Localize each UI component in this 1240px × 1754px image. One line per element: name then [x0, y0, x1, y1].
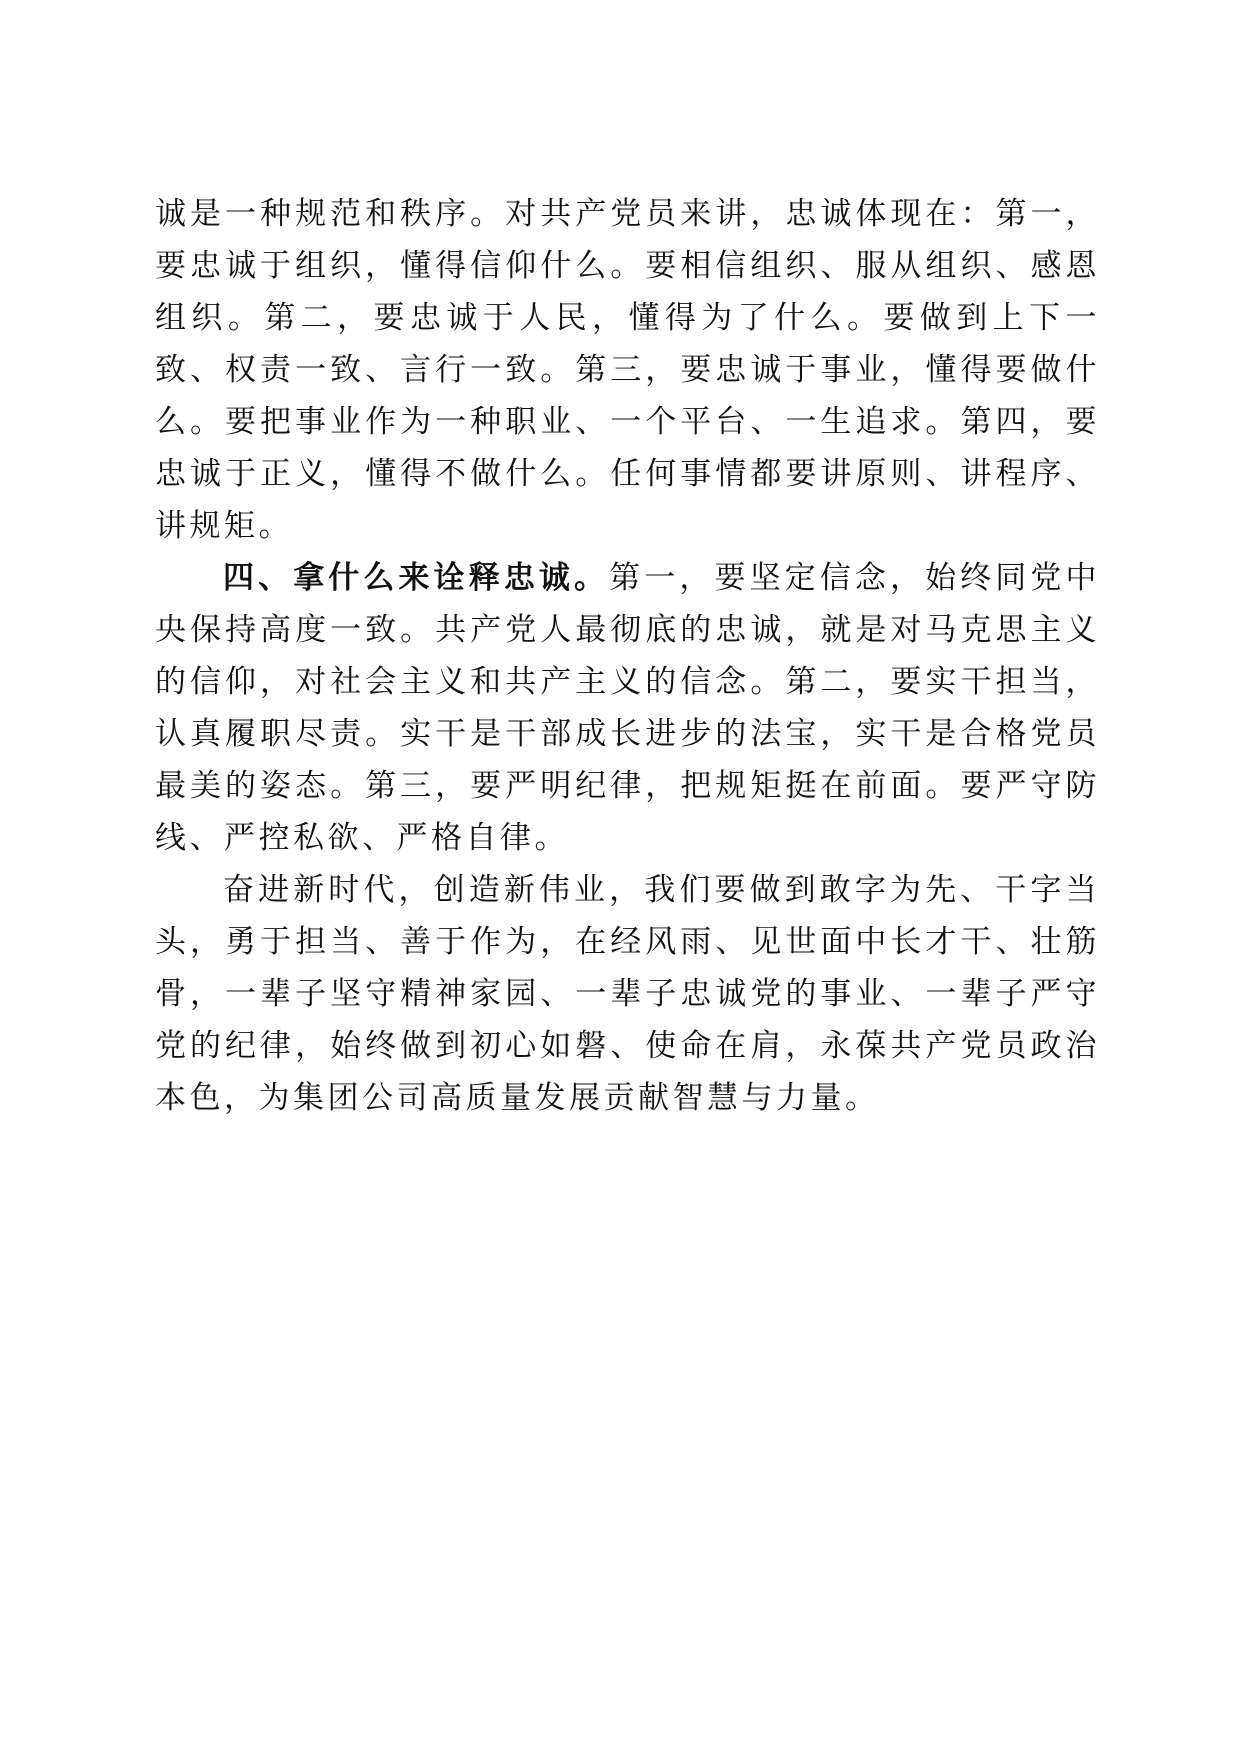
section-heading: 四、拿什么来诠释忠诚。 [223, 560, 610, 596]
paragraph-text: 诚是一种规范和秩序。对共产党员来讲，忠诚体现在：第一，要忠诚于组织，懂得信仰什么。要相信组织、服从组织、感恩组织。第二，要忠诚于人民，懂得为了什么。要做到上下一致、权责一致、言行一致。第三，要忠诚于事业，懂得要做什么。要把事业作为一种职业、一个平台、一生追求。第四，要忠诚于正义，懂得不做什么。任何事情都要讲原则、讲程序、讲规矩。 [155, 196, 1100, 544]
paragraph-loyalty-manifestations [155, 188, 1100, 552]
paragraph-conclusion [155, 864, 1100, 1124]
paragraph-text: 第一，要坚定信念，始终同党中央保持高度一致。共产党人最彻底的忠诚，就是对马克思主义的信仰，对社会主义和共产主义的信念。第二，要实干担当，认真履职尽责。实干是干部成长进步的法宝，实干是合格党员最美的姿态。第三，要严明纪律，把规矩挺在前面。要严守防线、严控私欲、严格自律。 [155, 560, 1101, 856]
paragraph-text: 奋进新时代，创造新伟业，我们要做到敢字为先、干字当头，勇于担当、善于作为，在经风雨、见世面中长才干、壮筋骨，一辈子坚守精神家园、一辈子忠诚党的事业、一辈子严守党的纪律，始终做到初心如磐、使命在肩，永葆共产党员政治本色，为集团公司高质量发展贡献智慧与力量。 [155, 872, 1100, 1116]
paragraph-interpret-loyalty [155, 552, 1100, 864]
document-body [155, 188, 1100, 1124]
